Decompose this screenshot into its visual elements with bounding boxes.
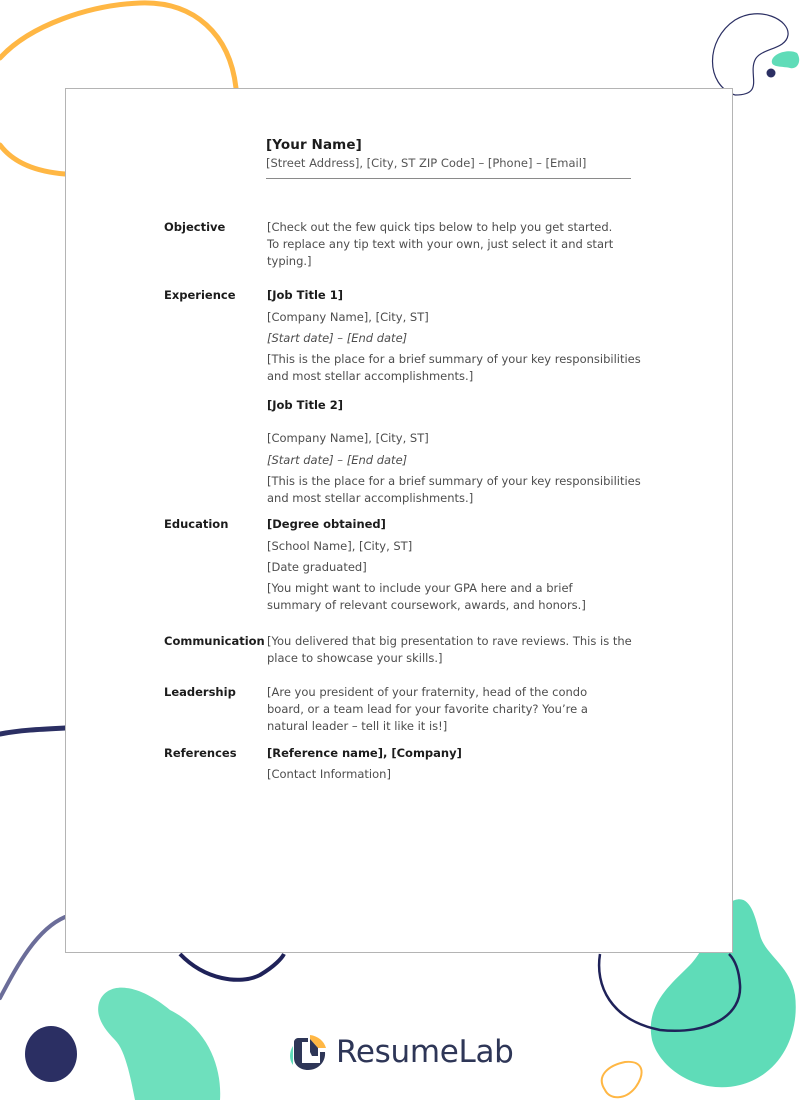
resume-page <box>65 88 733 953</box>
reference-name[interactable]: [Reference name], [Company] <box>267 746 462 760</box>
job-summary-line[interactable]: [This is the place for a brief summary of your key responsibilities <box>267 474 641 488</box>
section-label-communication: Communication <box>164 634 265 648</box>
communication-line[interactable]: place to showcase your skills.] <box>267 651 443 665</box>
education-details-line[interactable]: [You might want to include your GPA here and a brief <box>267 581 573 595</box>
job-summary-line[interactable]: [This is the place for a brief summary of your key responsibilities <box>267 352 641 366</box>
navy-dot-shape <box>767 69 776 78</box>
reference-contact[interactable]: [Contact Information] <box>267 767 391 781</box>
mint-blob-shape <box>772 51 799 68</box>
job-company[interactable]: [Company Name], [City, ST] <box>267 431 429 445</box>
education-school[interactable]: [School Name], [City, ST] <box>267 539 413 553</box>
education-degree[interactable]: [Degree obtained] <box>267 517 386 531</box>
leadership-line[interactable]: [Are you president of your fraternity, head of the condo <box>267 685 588 699</box>
job-summary-line[interactable]: and most stellar accomplishments.] <box>267 491 474 505</box>
section-label-objective: Objective <box>164 220 226 234</box>
header-divider <box>266 178 631 179</box>
resumelab-logo <box>288 1030 514 1074</box>
job-dates[interactable]: [Start date] – [End date] <box>267 453 408 467</box>
contact-info[interactable]: [Street Address], [City, ST ZIP Code] – [Phone] – [Email] <box>266 156 587 170</box>
orange-small-loop-shape <box>602 1062 642 1097</box>
education-details-line[interactable]: summary of relevant coursework, awards, and honors.] <box>267 598 586 612</box>
navy-dot-large-shape <box>25 1026 77 1082</box>
section-label-leadership: Leadership <box>164 685 236 699</box>
section-label-experience: Experience <box>164 288 236 302</box>
job-title[interactable]: [Job Title 2] <box>267 398 343 412</box>
candidate-name[interactable]: [Your Name] <box>266 137 362 153</box>
job-title[interactable]: [Job Title 1] <box>267 288 343 302</box>
leadership-line[interactable]: board, or a team lead for your favorite charity? You’re a <box>267 702 588 716</box>
job-dates[interactable]: [Start date] – [End date] <box>267 331 408 345</box>
section-label-education: Education <box>164 517 229 531</box>
logo-wordmark: ResumeLab <box>336 1034 514 1070</box>
leadership-line[interactable]: natural leader – tell it like it is!] <box>267 719 448 733</box>
objective-line[interactable]: [Check out the few quick tips below to help you get started. <box>267 220 613 234</box>
orange-loop-shape <box>0 3 236 88</box>
navy-loop-shape <box>713 14 789 95</box>
education-date[interactable]: [Date graduated] <box>267 560 367 574</box>
communication-line[interactable]: [You delivered that big presentation to rave reviews. This is the <box>267 634 632 648</box>
objective-line[interactable]: To replace any tip text with your own, just select it and start <box>267 237 614 251</box>
resume-header <box>266 137 631 170</box>
section-label-references: References <box>164 746 237 760</box>
resumelab-logo-icon <box>288 1032 328 1072</box>
job-company[interactable]: [Company Name], [City, ST] <box>267 310 429 324</box>
job-summary-line[interactable]: and most stellar accomplishments.] <box>267 369 474 383</box>
objective-line[interactable]: typing.] <box>267 254 312 268</box>
